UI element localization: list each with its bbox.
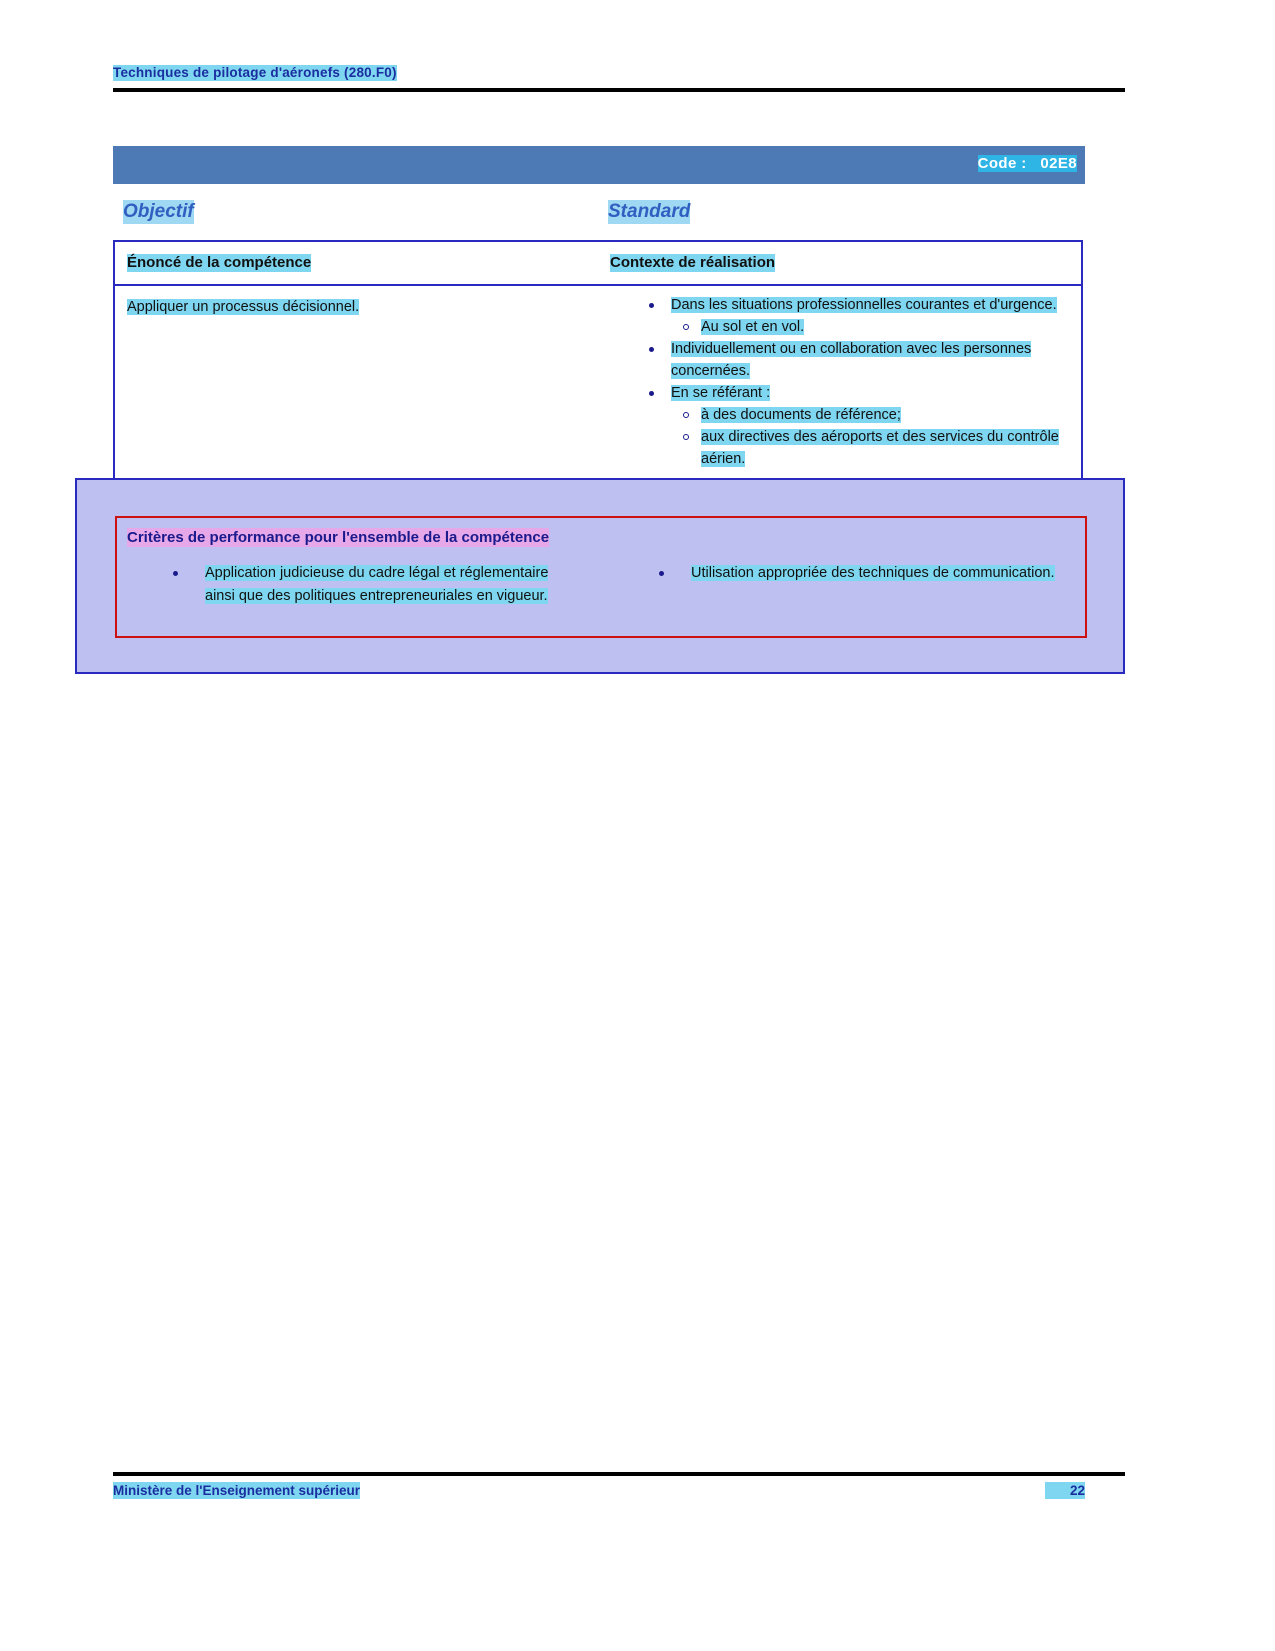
list-item: Application judicieuse du cadre légal et réglementaire ainsi que des politiques entrepreneuriales en vigueur. (145, 562, 575, 608)
context-list (627, 294, 1067, 470)
criteria-column-right (631, 562, 1061, 585)
criteria-panel (75, 478, 1125, 674)
competency-statement (127, 298, 567, 317)
competency-code: Code : 02E8 (977, 155, 1077, 172)
list-item: à des documents de référence; (627, 404, 1067, 426)
list-item: Individuellement ou en collaboration avec les personnes concernées. (627, 338, 1067, 382)
criteria-column-left (145, 562, 575, 608)
list-item: Utilisation appropriée des techniques de communication. (631, 562, 1061, 585)
page-number: 22 (1045, 1482, 1085, 1499)
criteria-box (115, 516, 1087, 638)
list-item: aux directives des aéroports et des services du contrôle aérien. (627, 426, 1067, 470)
header-enonce-competence: Énoncé de la compétence (127, 254, 312, 271)
competency-table-header (115, 242, 1081, 286)
header-divider (113, 88, 1125, 92)
heading-standard: Standard (608, 201, 691, 222)
list-item: Au sol et en vol. (627, 316, 1067, 338)
criteria-title: Critères de performance pour l'ensemble de la compétence (127, 529, 550, 546)
footer-divider (113, 1472, 1125, 1476)
heading-objectif: Objectif (123, 201, 194, 222)
list-item: Dans les situations professionnelles courantes et d'urgence. (627, 294, 1067, 316)
document-header (113, 64, 1125, 82)
competency-statement-text: Appliquer un processus décisionnel. (127, 299, 360, 315)
code-bar (113, 146, 1085, 184)
competency-table (113, 240, 1083, 496)
column-headings (113, 200, 1085, 228)
header-program-title: Techniques de pilotage d'aéronefs (280.F0) (113, 65, 397, 80)
list-item: En se référant : (627, 382, 1067, 404)
footer-ministry: Ministère de l'Enseignement supérieur (113, 1483, 361, 1498)
header-contexte-realisation: Contexte de réalisation (610, 254, 776, 271)
